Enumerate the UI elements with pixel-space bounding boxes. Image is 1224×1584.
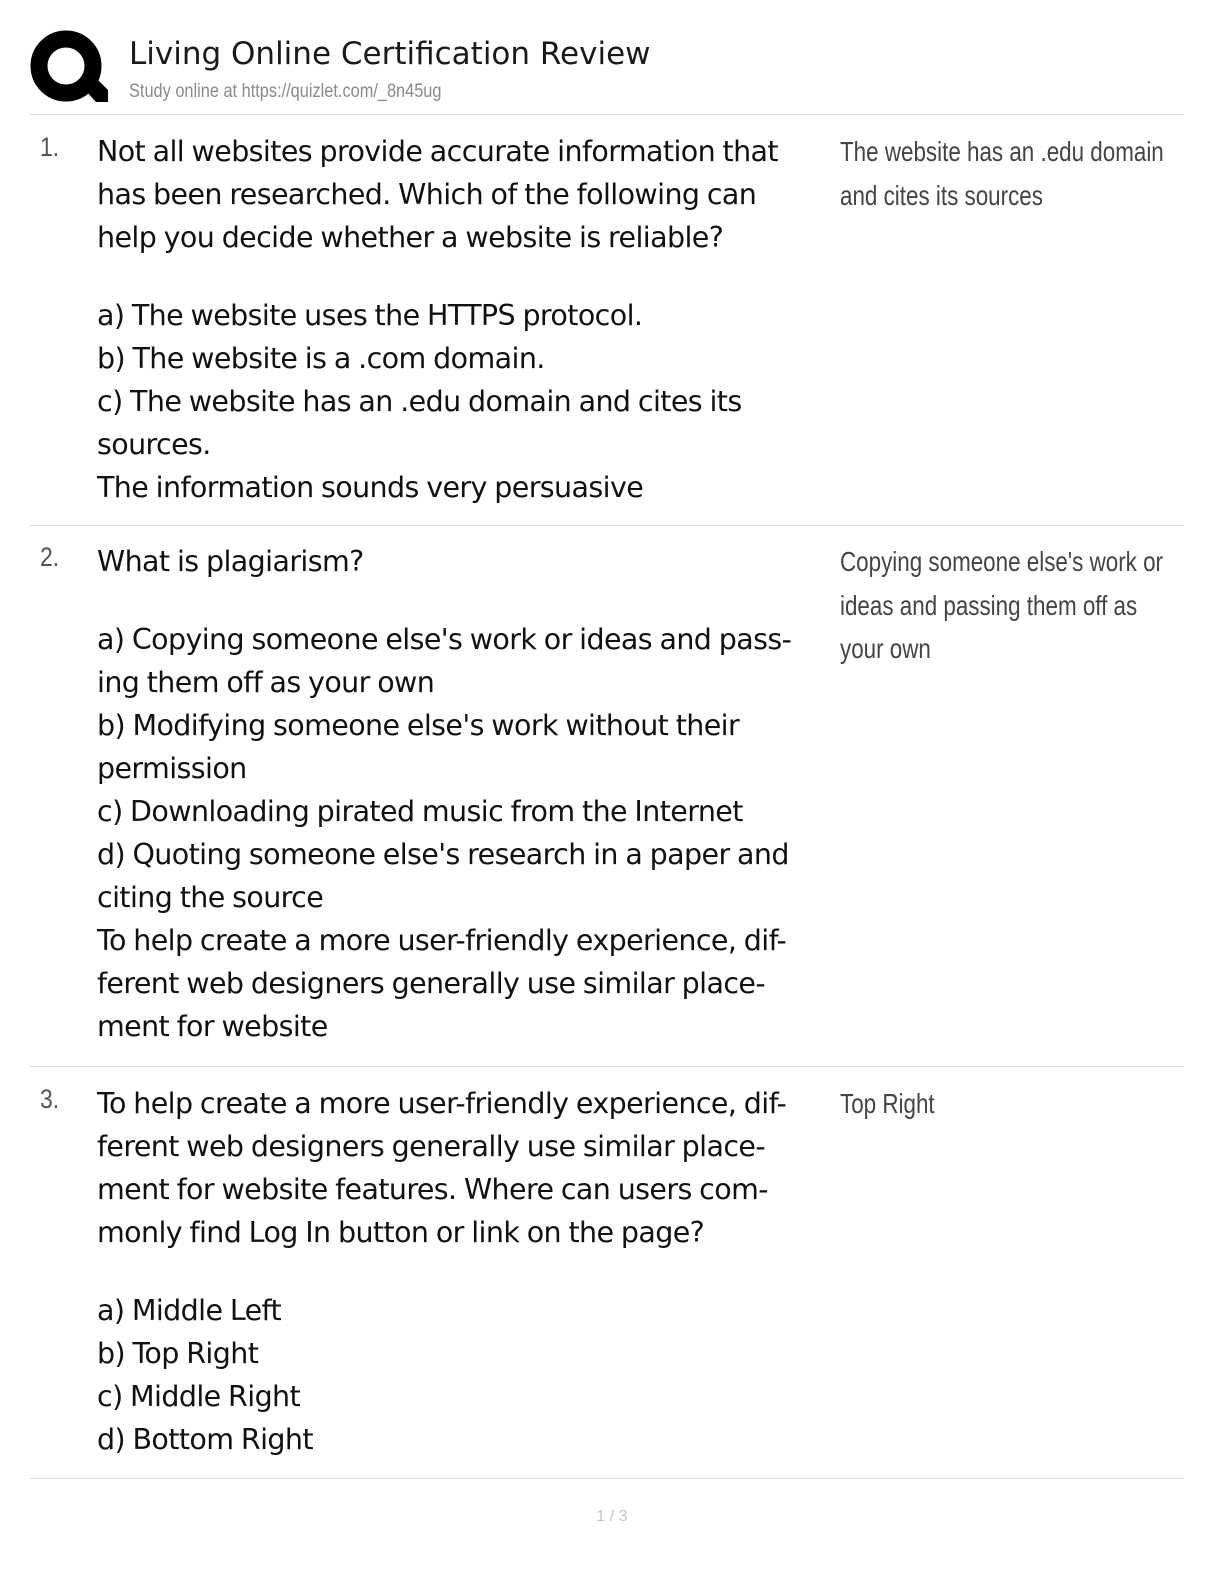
term-line: a) The website uses the HTTPS protocol. [97, 299, 643, 332]
term-line: monly find Log In button or link on the page? [97, 1216, 705, 1249]
card-definition [840, 1082, 1176, 1126]
card-term [97, 130, 835, 509]
definition-line: and cites its sources [840, 179, 1043, 211]
term-line: The information sounds very persuasive [97, 471, 644, 504]
term-spacer [97, 583, 835, 618]
flashcard [30, 130, 1184, 526]
definition-line: The website has an .edu domain [840, 136, 1164, 167]
page-title: Living Online Certification Review [129, 36, 651, 72]
card-number: 2. [40, 542, 60, 572]
card-term [97, 1082, 835, 1461]
term-line: a) Copying someone else's work or ideas and pass- [97, 623, 792, 656]
definition-line: Top Right [840, 1088, 935, 1119]
term-line: c) The website has an .edu domain and cites its [97, 385, 742, 418]
page-number: 1 / 3 [596, 1508, 628, 1525]
term-line: has been researched. Which of the following can [97, 178, 757, 211]
flashcard [30, 1082, 1184, 1479]
term-line: help you decide whether a website is reliable? [97, 221, 724, 254]
flashcard [30, 540, 1184, 1067]
term-line: d) Bottom Right [97, 1423, 313, 1456]
term-spacer [97, 1254, 835, 1289]
term-line: c) Downloading pirated music from the Internet [97, 795, 743, 828]
term-line: To help create a more user-friendly experience, dif- [97, 924, 787, 957]
card-number: 3. [40, 1084, 60, 1114]
term-line: c) Middle Right [97, 1380, 301, 1413]
card-number: 1. [40, 132, 60, 162]
term-line: ing them off as your own [97, 666, 435, 699]
term-line: What is plagiarism? [97, 545, 364, 578]
definition-line: ideas and passing them off as [840, 589, 1138, 621]
term-line: citing the source [97, 881, 324, 914]
term-line: b) The website is a .com domain. [97, 342, 545, 375]
card-definition [840, 130, 1176, 217]
term-line: ferent web designers generally use similar place- [97, 967, 766, 1000]
term-line: b) Modifying someone else's work without their [97, 709, 740, 742]
term-line: ment for website [97, 1010, 328, 1043]
term-line: a) Middle Left [97, 1294, 282, 1327]
card-definition [840, 540, 1176, 671]
term-line: permission [97, 752, 247, 785]
term-line: d) Quoting someone else's research in a paper and [97, 838, 789, 871]
term-line: Not all websites provide accurate information that [97, 135, 778, 168]
term-spacer [97, 259, 835, 294]
term-line: sources. [97, 428, 211, 461]
card-term [97, 540, 835, 1048]
quizlet-logo-icon [30, 28, 108, 106]
study-link-text: Study online at https://quizlet.com/_8n45ug [129, 81, 442, 102]
definition-line: Copying someone else's work or [840, 546, 1164, 577]
page-header [30, 28, 1184, 115]
term-line: ment for website features. Where can users com- [97, 1173, 768, 1206]
term-line: To help create a more user-friendly experience, dif- [97, 1087, 787, 1120]
term-line: ferent web designers generally use similar place- [97, 1130, 766, 1163]
term-line: b) Top Right [97, 1337, 259, 1370]
definition-line: your own [840, 633, 931, 664]
